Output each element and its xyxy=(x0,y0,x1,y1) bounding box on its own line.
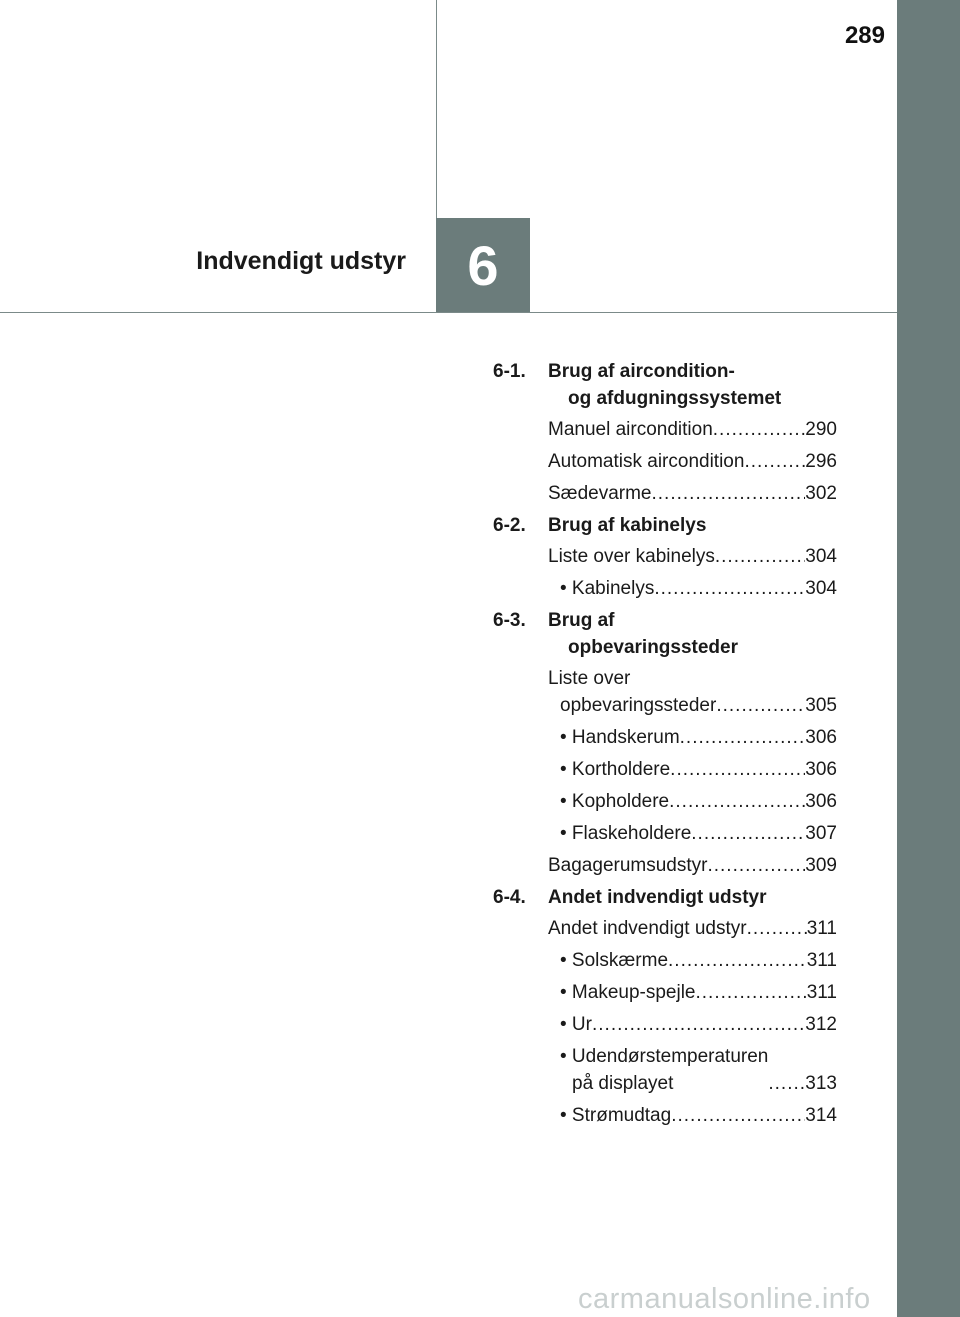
toc-section[interactable] xyxy=(493,884,837,911)
page-number: 289 xyxy=(844,22,885,49)
toc-entry[interactable] xyxy=(493,543,837,570)
toc-leader-dots xyxy=(670,756,805,783)
toc-entry-label xyxy=(560,1011,592,1038)
toc-entry-label-line: Manuel aircondition xyxy=(548,419,713,440)
toc-entry-label xyxy=(548,480,652,507)
toc-page-number: 312 xyxy=(805,1014,837,1035)
toc-entry-label xyxy=(548,915,747,942)
toc-entry[interactable] xyxy=(493,665,837,719)
toc-entry-label-line: • Strømudtag xyxy=(560,1105,672,1126)
toc-section-title xyxy=(548,358,837,412)
toc-leader-dots xyxy=(747,915,807,942)
toc-section-number: 6-2. xyxy=(493,515,526,536)
toc-section-title-line: og afdugningssystemet xyxy=(568,388,782,409)
toc-page-number: 314 xyxy=(805,1105,837,1126)
toc-entry[interactable] xyxy=(493,416,837,443)
toc-entry-label-line: Sædevarme xyxy=(548,483,652,504)
toc-page-number: 306 xyxy=(805,759,837,780)
toc-entry-label xyxy=(548,448,744,475)
toc-entry-label-line: Bagagerumsudstyr xyxy=(548,855,708,876)
toc-entry-label-line: Automatisk aircondition xyxy=(548,451,745,472)
toc-page-number: 296 xyxy=(805,451,837,472)
toc-entry[interactable] xyxy=(493,724,837,751)
toc-section[interactable] xyxy=(493,607,837,661)
toc-page-number: 307 xyxy=(805,823,837,844)
toc-entry-label xyxy=(548,416,713,443)
toc-entry-label-line: • Solskærme xyxy=(560,950,669,971)
toc-leader-dots xyxy=(716,692,805,719)
horizontal-rule xyxy=(0,312,897,313)
toc-entry-label-line: • Udendørstemperaturen xyxy=(560,1046,769,1067)
toc-section[interactable] xyxy=(493,512,837,539)
toc-entry-label-line: på displayet xyxy=(572,1073,674,1094)
toc-page-number: 311 xyxy=(806,918,837,939)
toc-entry[interactable] xyxy=(493,1011,837,1038)
toc-leader-dots xyxy=(671,1102,805,1129)
toc-entry-label xyxy=(560,575,654,602)
toc-entry-label-line: • Kopholdere xyxy=(560,791,670,812)
toc-page-number: 313 xyxy=(805,1073,837,1094)
toc-entry[interactable] xyxy=(493,1043,837,1097)
toc-entry[interactable] xyxy=(493,1102,837,1129)
toc-page-number: 290 xyxy=(805,419,837,440)
toc-entry-label xyxy=(560,788,669,815)
toc-section-title-line: Andet indvendigt udstyr xyxy=(548,887,767,908)
toc-entry-label-line: • Kabinelys xyxy=(560,578,655,599)
toc-entry[interactable] xyxy=(493,852,837,879)
toc-page-number: 304 xyxy=(805,578,837,599)
toc-section-title xyxy=(548,884,837,911)
toc-section-number: 6-1. xyxy=(493,361,526,382)
toc-entry-label xyxy=(548,852,707,879)
chapter-title: Indvendigt udstyr xyxy=(196,247,406,275)
toc-entry[interactable] xyxy=(493,915,837,942)
toc-entry-label xyxy=(560,756,670,783)
toc-leader-dots xyxy=(768,1070,805,1097)
toc-entry[interactable] xyxy=(493,756,837,783)
toc-section-number: 6-3. xyxy=(493,610,526,631)
toc-entry-label-line: Liste over xyxy=(548,668,631,689)
toc-page-number: 306 xyxy=(805,727,837,748)
toc-page-number: 305 xyxy=(805,695,837,716)
toc-entry-label-line: opbevaringssteder xyxy=(560,695,717,716)
toc-page-number: 306 xyxy=(805,791,837,812)
toc-section[interactable] xyxy=(493,358,837,412)
toc-entry-label-line: • Flaskeholdere xyxy=(560,823,692,844)
toc-entry[interactable] xyxy=(493,947,837,974)
toc-entry[interactable] xyxy=(493,788,837,815)
toc-entry[interactable] xyxy=(493,820,837,847)
table-of-contents xyxy=(493,358,837,1134)
toc-page-number: 309 xyxy=(805,855,837,876)
toc-entry[interactable] xyxy=(493,575,837,602)
toc-entry-label xyxy=(560,820,691,847)
toc-section-title xyxy=(548,512,837,539)
toc-leader-dots xyxy=(669,788,805,815)
toc-leader-dots xyxy=(668,947,807,974)
side-tab xyxy=(897,0,960,1317)
toc-entry-label xyxy=(560,1043,768,1097)
toc-leader-dots xyxy=(707,852,805,879)
toc-entry-label xyxy=(548,543,715,570)
toc-entry-label xyxy=(560,724,680,751)
toc-page-number: 302 xyxy=(805,483,837,504)
toc-page-number: 304 xyxy=(805,546,837,567)
toc-entry-label-line: • Kortholdere xyxy=(560,759,671,780)
toc-entry-label-line: • Handskerum xyxy=(560,727,680,748)
toc-entry-label-line: • Makeup-spejle xyxy=(560,982,696,1003)
toc-entry-label-line: • Ur xyxy=(560,1014,592,1035)
toc-section-title-line: opbevaringssteder xyxy=(568,637,738,658)
toc-leader-dots xyxy=(744,448,805,475)
chapter-number: 6 xyxy=(467,233,499,297)
chapter-number-box xyxy=(436,218,530,312)
vertical-rule xyxy=(436,0,437,218)
toc-entry-label-line: Liste over kabinelys xyxy=(548,546,715,567)
toc-leader-dots xyxy=(713,416,806,443)
toc-leader-dots xyxy=(592,1011,805,1038)
toc-leader-dots xyxy=(696,979,807,1006)
toc-entry-label xyxy=(548,665,716,719)
toc-entry[interactable] xyxy=(493,979,837,1006)
toc-leader-dots xyxy=(654,575,805,602)
watermark: carmanualsonline.info xyxy=(578,1283,871,1315)
toc-leader-dots xyxy=(715,543,805,570)
toc-page-number: 311 xyxy=(806,950,837,971)
toc-entry-label xyxy=(560,979,696,1006)
toc-section-title-line: Brug af kabinelys xyxy=(548,515,707,536)
toc-entry-label xyxy=(560,947,668,974)
toc-entry-label xyxy=(560,1102,671,1129)
toc-entry-label-line: Andet indvendigt udstyr xyxy=(548,918,747,939)
toc-section-title-line: Brug af aircondition- xyxy=(548,361,735,382)
toc-leader-dots xyxy=(652,480,806,507)
toc-entry[interactable] xyxy=(493,448,837,475)
toc-leader-dots xyxy=(691,820,805,847)
toc-leader-dots xyxy=(680,724,806,751)
toc-section-number: 6-4. xyxy=(493,887,526,908)
toc-page-number: 311 xyxy=(806,982,837,1003)
toc-entry[interactable] xyxy=(493,480,837,507)
toc-section-title-line: Brug af xyxy=(548,610,615,631)
toc-section-title xyxy=(548,607,837,661)
